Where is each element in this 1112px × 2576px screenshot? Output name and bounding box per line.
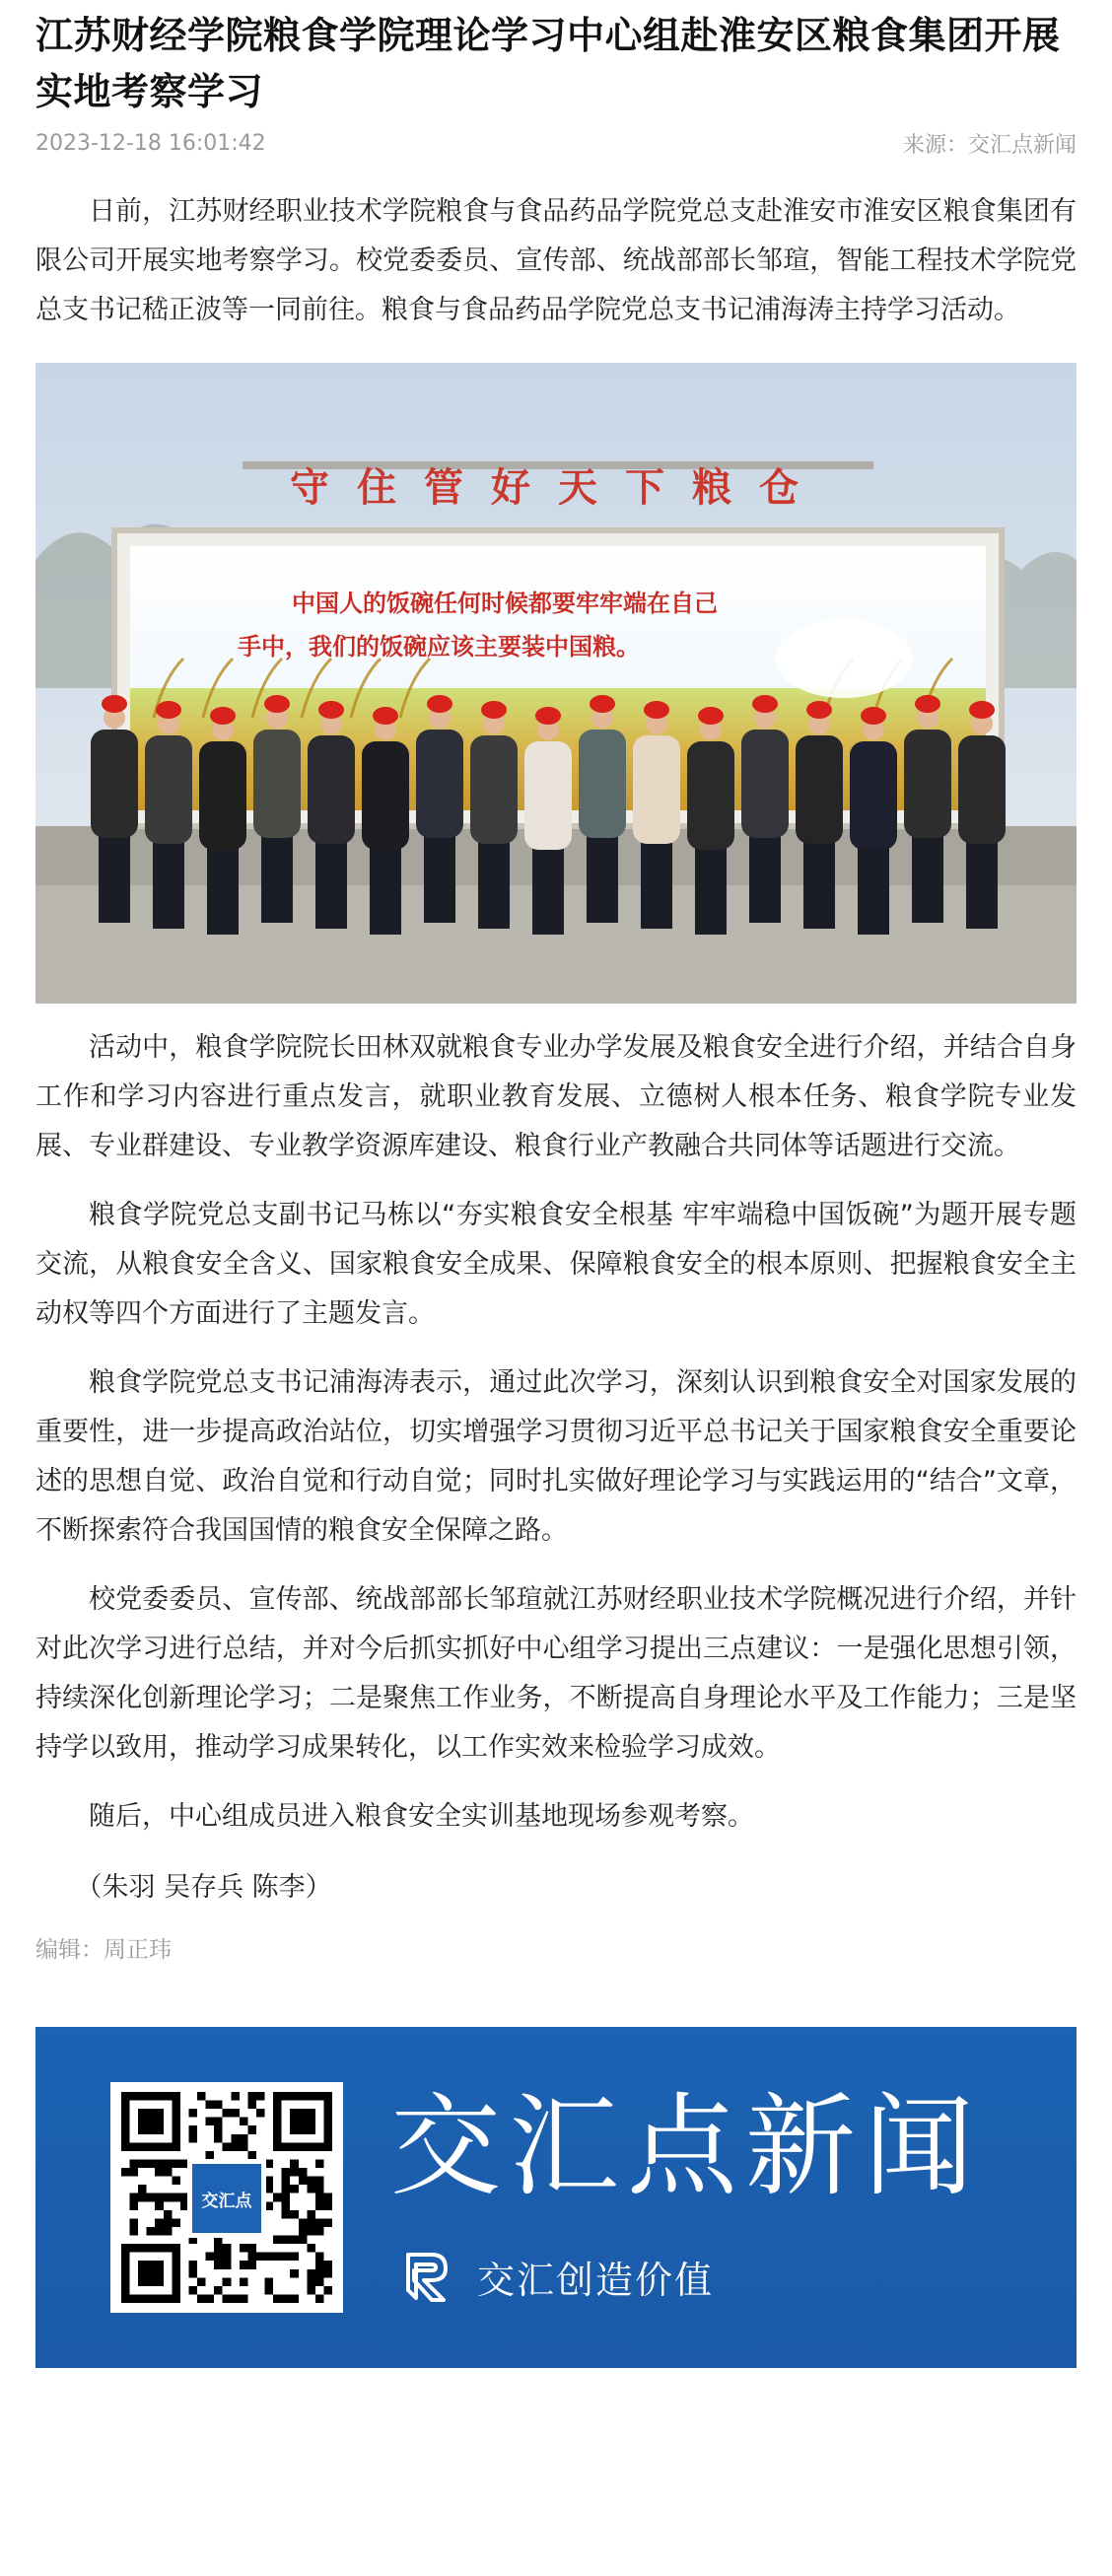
- qr-module: [206, 2294, 215, 2303]
- qr-module: [247, 2253, 256, 2262]
- qr-module: [240, 2261, 248, 2269]
- qr-module: [290, 2269, 299, 2278]
- qr-module: [223, 2142, 232, 2151]
- legs: [532, 846, 564, 935]
- slogan: [402, 2250, 714, 2304]
- qr-module: [282, 2201, 291, 2210]
- qr-module: [307, 2185, 315, 2193]
- qr-module: [164, 2168, 173, 2177]
- publish-datetime: 2023-12-18 16:01:42: [35, 130, 266, 156]
- qr-module: [315, 2159, 324, 2168]
- qr-module: [282, 2193, 291, 2202]
- paragraph-4: 粮食学院党总支书记浦海涛表示，通过此次学习，深刻认识到粮食安全对国家发展的重要性，进一步提高政治站位，切实增强学习贯彻习近平总书记关于国家粮食安全重要论述的思想自觉、政治自觉和行动自觉；同时扎实做好理论学习与实践运用的“结合”文章，不断探索符合我国国情的粮食安全保障之路。: [35, 1367, 1077, 1546]
- legs: [912, 834, 943, 923]
- qr-module: [206, 2253, 215, 2262]
- qr-module: [256, 2109, 265, 2118]
- source-name[interactable]: 交汇点新闻: [967, 132, 1077, 158]
- coat: [199, 741, 246, 850]
- paragraph-6: 随后，中心组成员进入粮食安全实训基地现场参观考察。: [89, 1801, 754, 1832]
- qr-module: [256, 2092, 265, 2101]
- legs: [478, 840, 510, 929]
- qr-module: [299, 2236, 308, 2245]
- qr-module: [299, 2168, 308, 2177]
- legs: [858, 846, 889, 935]
- hard-hat: [644, 701, 669, 719]
- group-photo: [35, 363, 1077, 1004]
- hard-hat: [590, 695, 615, 713]
- brand-logo-icon: [402, 2251, 455, 2304]
- qr-module: [138, 2159, 147, 2168]
- qr-module: [164, 2193, 173, 2202]
- qr-module: [147, 2227, 156, 2236]
- legs: [966, 840, 998, 929]
- coat: [362, 741, 409, 850]
- legs: [99, 834, 130, 923]
- coat: [145, 735, 192, 844]
- qr-module: [290, 2294, 299, 2303]
- hard-hat: [102, 695, 127, 713]
- qr-module: [164, 2227, 173, 2236]
- qr-module: [323, 2193, 332, 2202]
- qr-module: [164, 2159, 173, 2168]
- coat: [91, 730, 138, 838]
- qr-module: [315, 2193, 324, 2202]
- editor-name: 周正玮: [104, 1937, 172, 1963]
- hard-hat: [264, 695, 290, 713]
- qr-module: [155, 2218, 164, 2227]
- paragraph-2: 活动中，粮食学院院长田林双就粮食专业办学发展及粮食安全进行介绍，并结合自身工作和学习内容进行重点发言，就职业教育发展、立德树人根本任务、粮食学院专业发展、专业群建设、专业教学资源库建设、粮食行业产教融合共同体等话题进行交流。: [35, 1032, 1077, 1161]
- qr-module: [164, 2210, 173, 2219]
- qr-module: [188, 2134, 197, 2143]
- qr-module: [188, 2109, 197, 2118]
- qr-module: [290, 2236, 299, 2245]
- hard-hat: [427, 695, 452, 713]
- qr-module: [223, 2294, 232, 2303]
- qr-module: [223, 2244, 232, 2253]
- qr-module: [231, 2294, 240, 2303]
- qr-module: [290, 2109, 315, 2134]
- qr-module: [231, 2142, 240, 2151]
- coat: [741, 730, 789, 838]
- qr-module: [282, 2236, 291, 2245]
- qr-module: [282, 2177, 291, 2186]
- qr-module: [138, 2261, 164, 2286]
- qr-module: [172, 2177, 180, 2186]
- qr-module: [315, 2218, 324, 2227]
- sign-top-text: 守住管好天下粮仓: [290, 464, 826, 511]
- coat: [253, 730, 301, 838]
- article-title: 江苏财经学院粮食学院理论学习中心组赴淮安区粮食集团开展实地考察学习: [35, 14, 1061, 113]
- qr-module: [282, 2210, 291, 2219]
- qr-module: [214, 2286, 223, 2295]
- legs: [315, 840, 347, 929]
- qr-module: [307, 2210, 315, 2219]
- legs: [424, 834, 455, 923]
- qr-module: [130, 2227, 139, 2236]
- qr-module: [240, 2134, 248, 2143]
- qr-module: [147, 2159, 156, 2168]
- qr-module: [240, 2294, 248, 2303]
- people-group: [91, 695, 1006, 935]
- qr-module: [315, 2227, 324, 2236]
- article-meta: [35, 126, 1077, 160]
- qr-module: [188, 2261, 197, 2269]
- qr-module: [307, 2177, 315, 2186]
- qr-module: [240, 2142, 248, 2151]
- qr-module: [188, 2269, 197, 2278]
- qr-module: [130, 2193, 139, 2202]
- qr-module: [282, 2253, 291, 2262]
- qr-module: [223, 2109, 232, 2118]
- qr-logo: 交汇点: [187, 2159, 266, 2238]
- hard-hat: [806, 701, 832, 719]
- qr-module: [147, 2193, 156, 2202]
- slogan-text: 交汇创造价值: [477, 2259, 715, 2302]
- coat: [850, 741, 897, 850]
- qr-module: [323, 2201, 332, 2210]
- qr-module: [214, 2134, 223, 2143]
- qr-module: [130, 2218, 139, 2227]
- coat: [904, 730, 951, 838]
- qr-module: [197, 2277, 206, 2286]
- qr-module: [315, 2177, 324, 2186]
- qr-module: [206, 2118, 215, 2126]
- hard-hat: [535, 707, 561, 725]
- legs: [370, 846, 401, 935]
- qr-module: [247, 2092, 256, 2101]
- qr-module: [290, 2253, 299, 2262]
- qr-module: [188, 2125, 197, 2134]
- coat: [308, 735, 355, 844]
- qr-module: [172, 2159, 180, 2168]
- qr-module: [265, 2286, 274, 2295]
- coat: [524, 741, 572, 850]
- paragraph-1: 日前，江苏财经职业技术学院粮食与食品药品学院党总支赴淮安市淮安区粮食集团有限公司开展实地考察学习。校党委委员、宣传部、统战部部长邹瑄，智能工程技术学院党总支书记嵇正波等一同前往。粮食与食品药品学院党总支书记浦海涛主持学习活动。: [35, 196, 1077, 325]
- qr-module: [323, 2286, 332, 2295]
- coat: [579, 730, 626, 838]
- qr-module: [188, 2286, 197, 2295]
- qr-module: [214, 2244, 223, 2253]
- qr-module: [223, 2261, 232, 2269]
- qr-module: [240, 2277, 248, 2286]
- qr-module: [138, 2109, 164, 2134]
- qr-module: [223, 2277, 232, 2286]
- qr-module: [315, 2269, 324, 2278]
- hard-hat: [915, 695, 940, 713]
- qr-module: [315, 2277, 324, 2286]
- qr-module: [121, 2168, 130, 2177]
- qr-module: [155, 2168, 164, 2177]
- qr-module: [197, 2294, 206, 2303]
- qr-module: [130, 2201, 139, 2210]
- hard-hat: [373, 707, 398, 725]
- qr-module: [231, 2134, 240, 2143]
- qr-module: [155, 2193, 164, 2202]
- qr-module: [231, 2092, 240, 2101]
- qr-module: [315, 2253, 324, 2262]
- qr-module: [307, 2218, 315, 2227]
- hard-hat: [969, 701, 995, 719]
- qr-module: [231, 2109, 240, 2118]
- paragraph-3: 粮食学院党总支副书记马栋以“夯实粮食安全根基 牢牢端稳中国饭碗”为题开展专题交流，从粮食安全含义、国家粮食安全成果、保障粮食安全的根本原则、把握粮食安全主动权等四个方面进行了主题发言。: [35, 1200, 1077, 1329]
- hard-hat: [752, 695, 778, 713]
- coat: [416, 730, 463, 838]
- hard-hat: [861, 707, 886, 725]
- qr-module: [130, 2159, 139, 2168]
- qr-module: [214, 2253, 223, 2262]
- qr-module: [265, 2277, 274, 2286]
- qr-module: [290, 2185, 299, 2193]
- qr-module: [323, 2269, 332, 2278]
- qr-module: [307, 2277, 315, 2286]
- qr-module: [307, 2227, 315, 2236]
- qr-module: [155, 2227, 164, 2236]
- paragraph-5: 校党委委员、宣传部、统战部部长邹瑄就江苏财经职业技术学院概况进行介绍，并针对此次学习进行总结，并对今后抓实抓好中心组学习提出三点建议：一是强化思想引领，持续深化创新理论学习；二是聚焦工作业务，不断提高自身理论水平及工作能力；三是坚持学以致用，推动学习成果转化，以工作实效来检验学习成效。: [35, 1584, 1077, 1763]
- qr-module: [197, 2092, 206, 2101]
- qr-module: [240, 2118, 248, 2126]
- qr-module: [273, 2236, 282, 2245]
- qr-module: [273, 2193, 282, 2202]
- qr-module: [299, 2227, 308, 2236]
- editor-credit: [35, 1930, 1077, 1970]
- legs: [749, 834, 781, 923]
- qr-module: [282, 2185, 291, 2193]
- qr-module: [240, 2244, 248, 2253]
- qr-module: [315, 2261, 324, 2269]
- qr-module: [247, 2244, 256, 2253]
- qr-module: [214, 2118, 223, 2126]
- coat: [687, 741, 734, 850]
- qr-module: [130, 2168, 139, 2177]
- qr-module: [290, 2210, 299, 2219]
- qr-module: [307, 2269, 315, 2278]
- qr-module: [273, 2253, 282, 2262]
- qr-module: [315, 2294, 324, 2303]
- source-label: 来源：: [902, 132, 968, 158]
- legs: [803, 840, 835, 929]
- qr-module: [265, 2253, 274, 2262]
- hard-hat: [156, 701, 181, 719]
- qr-module: [172, 2218, 180, 2227]
- qr-module: [247, 2125, 256, 2134]
- qr-module: [138, 2185, 147, 2193]
- qr-module: [273, 2294, 282, 2303]
- legs: [641, 840, 672, 929]
- author-credit: （朱羽 吴存兵 陈李）: [75, 1872, 332, 1903]
- qr-module: [290, 2168, 299, 2177]
- source: [903, 128, 1077, 159]
- billboard-line-2: 手中，我们的饭碗应该主要装中国粮。: [238, 632, 640, 661]
- qr-module: [223, 2253, 232, 2262]
- hard-hat: [481, 701, 507, 719]
- qr-module: [214, 2125, 223, 2134]
- legs: [695, 846, 727, 935]
- qr-module: [155, 2159, 164, 2168]
- coat: [796, 735, 843, 844]
- qr-module: [214, 2261, 223, 2269]
- billboard-line-1: 中国人的饭碗任何时候都要牢牢端在自己: [292, 589, 718, 617]
- qr-module: [172, 2193, 180, 2202]
- qr-code[interactable]: [110, 2082, 343, 2313]
- hard-hat: [210, 707, 236, 725]
- qr-module: [315, 2201, 324, 2210]
- qr-module: [307, 2286, 315, 2295]
- qr-module: [290, 2159, 299, 2168]
- app-promo-banner[interactable]: [35, 2027, 1077, 2368]
- qr-module: [138, 2193, 147, 2202]
- qr-module: [323, 2218, 332, 2227]
- qr-module: [164, 2218, 173, 2227]
- coat: [633, 735, 680, 844]
- hard-hat: [698, 707, 724, 725]
- qr-module: [206, 2101, 215, 2110]
- qr-module: [282, 2168, 291, 2177]
- qr-module: [299, 2177, 308, 2186]
- coat: [470, 735, 518, 844]
- qr-module: [315, 2185, 324, 2193]
- legs: [207, 846, 239, 935]
- qr-module: [307, 2244, 315, 2253]
- coat: [958, 735, 1006, 844]
- qr-module: [247, 2261, 256, 2269]
- hard-hat: [318, 701, 344, 719]
- qr-module: [256, 2253, 265, 2262]
- qr-module: [299, 2218, 308, 2227]
- qr-module: [214, 2101, 223, 2110]
- qr-module: [155, 2201, 164, 2210]
- qr-module: [247, 2101, 256, 2110]
- legs: [153, 840, 184, 929]
- legs: [587, 834, 618, 923]
- qr-module: [282, 2294, 291, 2303]
- qr-module: [323, 2261, 332, 2269]
- legs: [261, 834, 293, 923]
- editor-label: 编辑：: [35, 1937, 104, 1963]
- brand-name: 交汇点新闻: [390, 2083, 982, 2211]
